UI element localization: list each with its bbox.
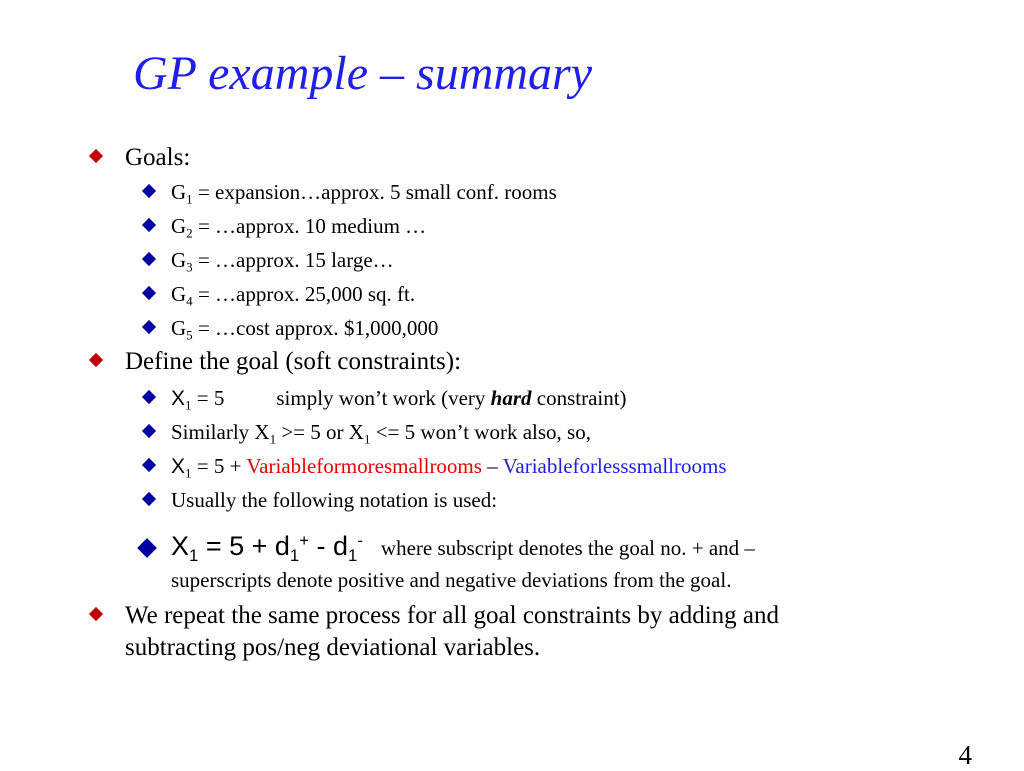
d-subscript: 1 (289, 545, 300, 565)
diamond-bullet-icon (142, 286, 156, 300)
goal-var: G (171, 214, 187, 238)
define-line-3 (171, 452, 727, 481)
goal-subscript: 1 (186, 191, 193, 207)
diamond-bullet-icon (142, 492, 156, 506)
define-line-2 (171, 418, 591, 446)
goal-item-3 (171, 246, 394, 274)
goal-item-1 (171, 178, 557, 206)
equation-text: = 5 + (191, 454, 247, 478)
repeat-line-1: We repeat the same process for all goal constraints by adding and (125, 602, 780, 629)
x-subscript: 1 (189, 545, 199, 565)
goal-text: = …approx. 10 medium … (192, 214, 427, 238)
define-heading: Define the goal (soft constraints): (125, 348, 462, 375)
d-superscript: - (357, 530, 363, 550)
define-line-5 (171, 530, 755, 565)
define-text: >= 5 or X (276, 420, 364, 444)
x-subscript: 1 (185, 397, 192, 413)
slide-title: GP example – summary (133, 47, 593, 100)
define-line-5-cont (171, 566, 731, 594)
define-line-4 (171, 486, 497, 514)
define-text: constraint) (531, 386, 627, 410)
page-number: 4 (958, 740, 972, 770)
goal-var: G (171, 316, 187, 340)
diamond-bullet-icon (142, 184, 156, 198)
dash-text: – (481, 454, 503, 478)
bullet-define (125, 346, 461, 378)
x-subscript: 1 (363, 431, 371, 447)
define-text: simply won’t work (very (276, 386, 491, 410)
goal-text: = …approx. 15 large… (192, 248, 394, 272)
more-variable: Variableformoresmallrooms (246, 454, 482, 478)
goal-text: = …cost approx. $1,000,000 (192, 316, 439, 340)
goal-subscript: 3 (186, 259, 193, 275)
emphasis-text: hard (490, 386, 532, 410)
x-subscript: 1 (269, 431, 277, 447)
goal-var: G (171, 248, 187, 272)
x-var: X (171, 531, 190, 561)
define-text: where subscript denotes the goal no. + and – (380, 536, 755, 560)
goals-heading: Goals: (125, 144, 191, 171)
goal-item-4 (171, 280, 415, 308)
diamond-bullet-icon (142, 218, 156, 232)
diamond-bullet-icon (137, 538, 157, 558)
diamond-bullet-icon (142, 390, 156, 404)
equation-text: = 5 (191, 386, 225, 410)
d-superscript: + (299, 530, 309, 550)
goal-var: G (171, 282, 187, 306)
diamond-bullet-icon (142, 458, 156, 472)
define-text: Similarly X (171, 420, 270, 444)
x-var: X (171, 387, 186, 410)
formula (171, 530, 363, 565)
x-var: X (171, 455, 186, 478)
diamond-bullet-icon (142, 252, 156, 266)
goal-subscript: 5 (186, 327, 193, 343)
diamond-bullet-icon (89, 149, 103, 163)
goal-var: G (171, 180, 187, 204)
define-text: <= 5 won’t work also, so, (370, 420, 591, 444)
diamond-bullet-icon (89, 353, 103, 367)
goal-text: = expansion…approx. 5 small conf. rooms (192, 180, 557, 204)
diamond-bullet-icon (89, 607, 103, 621)
x-subscript: 1 (185, 465, 192, 481)
goal-subscript: 2 (186, 225, 193, 241)
goal-item-5 (171, 314, 438, 342)
goal-item-2 (171, 212, 426, 240)
diamond-bullet-icon (142, 320, 156, 334)
less-variable: Variableforlesssmallrooms (502, 454, 727, 478)
define-text: Usually the following notation is used: (171, 488, 498, 512)
equation-text: = 5 + d (198, 531, 290, 561)
repeat-line-2: subtracting pos/neg deviational variables. (125, 634, 541, 661)
bullet-goals (125, 142, 190, 174)
equation-text: - d (309, 531, 349, 561)
diamond-bullet-icon (142, 424, 156, 438)
goal-subscript: 4 (186, 293, 193, 309)
goal-text: = …approx. 25,000 sq. ft. (192, 282, 416, 306)
d-subscript: 1 (348, 545, 358, 565)
define-line-1 (171, 384, 627, 413)
define-text: superscripts denote positive and negative deviations from the goal. (171, 568, 732, 592)
bullet-repeat (125, 600, 779, 664)
